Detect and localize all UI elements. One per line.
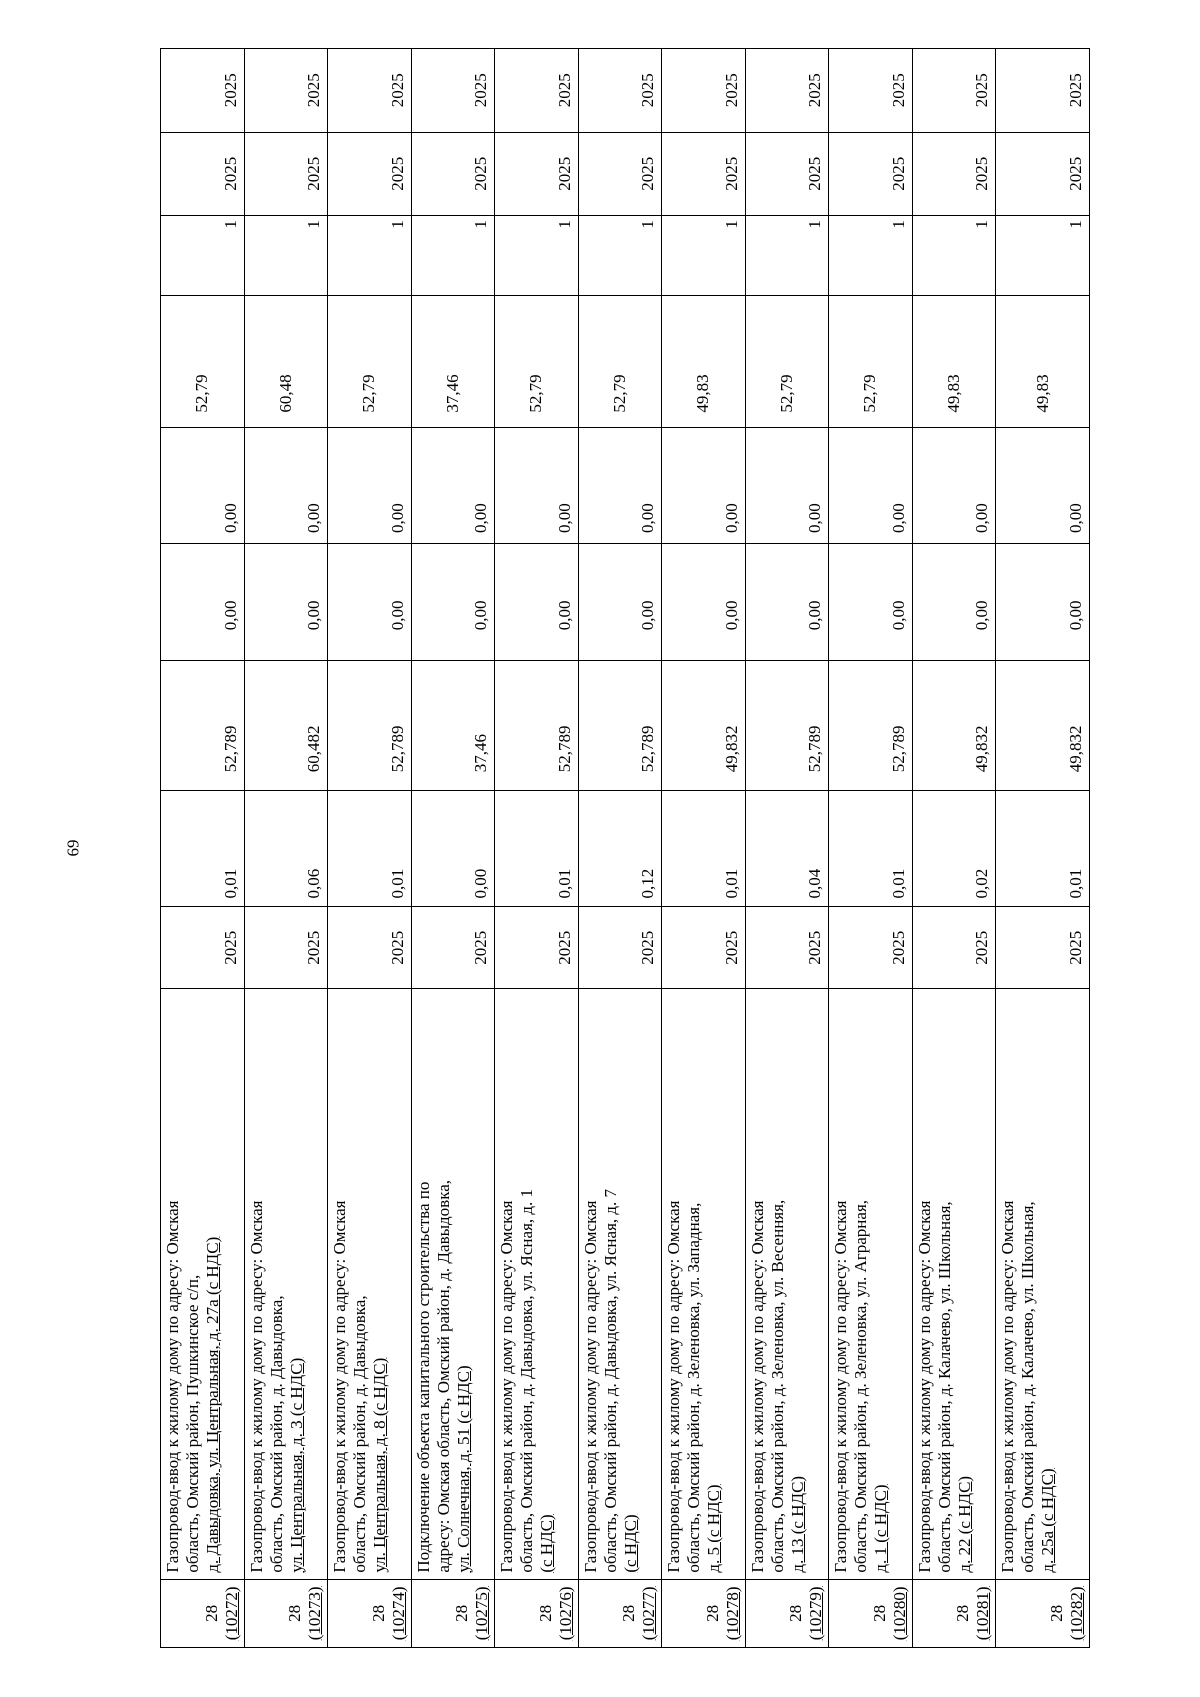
object-code-cell	[495, 1579, 578, 1647]
start-year-cell	[579, 906, 662, 988]
total-cost-cell	[245, 295, 328, 427]
description-line: (с НДС)	[620, 1514, 640, 1573]
investment-table	[160, 48, 1090, 1648]
table-row	[328, 48, 412, 1647]
description-line: д. Давыдовка, ул. Центральная, д. 27а (с НДС)	[203, 1236, 222, 1573]
cost-cell	[913, 660, 996, 790]
object-code-section: 28	[452, 1604, 471, 1622]
investment-table-wrapper	[160, 48, 1090, 1648]
description-line: область, Омский район, д. Давыдовка, ул. Ясная, д. 7	[600, 1188, 620, 1573]
value-value-a: 0,00	[1066, 600, 1085, 631]
object-code-cell	[746, 1579, 829, 1647]
description-line: д. 1 (с НДС)	[871, 1484, 890, 1573]
count-value: 1	[471, 220, 490, 229]
length-value: 0,12	[638, 868, 657, 899]
object-description-cell	[495, 988, 578, 1579]
value-cell-a	[495, 543, 578, 660]
cost-value: 52,789	[805, 725, 824, 773]
total-cost-value: 52,79	[609, 374, 629, 413]
value-cell-a	[579, 543, 662, 660]
length-cell	[579, 790, 662, 906]
year-value-c: 2025	[304, 73, 323, 108]
page-number	[58, 828, 88, 868]
start-year-value: 2025	[638, 930, 657, 965]
count-value: 1	[972, 220, 991, 229]
object-code-section: 28	[619, 1604, 638, 1622]
description-line: область, Омский район, д. Давыдовка, ул. Ясная, д. 1	[517, 1188, 536, 1573]
description-line: область, Омский район, д. Зеленовка, ул. Аграрная,	[851, 1199, 870, 1573]
count-value: 1	[387, 220, 407, 229]
cost-value: 49,832	[972, 725, 991, 773]
description-line: ул. Солнечная, д. 51 (с НДС)	[453, 1365, 473, 1573]
object-description-cell	[161, 988, 244, 1579]
total-cost-cell	[328, 295, 411, 427]
total-cost-cell	[662, 295, 745, 427]
value-value-a: 0,00	[888, 600, 908, 631]
cost-value: 49,832	[1066, 725, 1085, 773]
length-cell	[913, 790, 996, 906]
description-line: д. 13 (с НДС)	[787, 1475, 807, 1573]
start-year-cell	[662, 906, 745, 988]
start-year-cell	[996, 906, 1089, 988]
year-cell-c	[161, 48, 244, 132]
object-code-cell	[579, 1579, 662, 1647]
description-line: адресу: Омская область, Омский район, д. Давыдовка,	[433, 1180, 453, 1573]
table-row	[412, 48, 496, 1647]
table-row	[829, 48, 913, 1647]
year-value-c: 2025	[471, 73, 490, 108]
count-cell	[412, 215, 495, 295]
total-cost-value: 52,79	[776, 374, 796, 413]
object-description-cell	[829, 988, 912, 1579]
year-cell-c	[245, 48, 328, 132]
start-year-value: 2025	[220, 930, 240, 965]
length-value: 0,01	[1066, 868, 1085, 899]
object-code-number: (10281)	[973, 1586, 992, 1641]
cost-cell	[328, 660, 411, 790]
length-cell	[746, 790, 829, 906]
object-code-number: (10280)	[889, 1586, 909, 1641]
object-code-number: (10277)	[639, 1586, 658, 1641]
description-line: Газопровод-ввод к жилому дому по адресу: Омская	[330, 1200, 349, 1573]
value-value-b: 0,00	[1066, 503, 1085, 533]
description-line: д. 5 (с НДС)	[704, 1484, 723, 1573]
description-line: область, Омский район, д. Калачево, ул. Школьная,	[1018, 1201, 1037, 1573]
year-value-c: 2025	[387, 73, 407, 108]
object-description-cell	[412, 988, 495, 1579]
total-cost-cell	[913, 295, 996, 427]
total-cost-cell	[161, 295, 244, 427]
value-cell-b	[829, 427, 912, 543]
value-value-a: 0,00	[471, 600, 490, 631]
count-value: 1	[888, 220, 908, 229]
count-value: 1	[220, 220, 240, 229]
length-value: 0,00	[471, 868, 490, 899]
year-cell-c	[913, 48, 996, 132]
value-value-a: 0,00	[721, 600, 741, 631]
year-value-c: 2025	[554, 73, 574, 108]
value-cell-a	[161, 543, 244, 660]
total-cost-value: 49,83	[943, 374, 963, 413]
start-year-value: 2025	[1066, 930, 1085, 965]
value-cell-b	[662, 427, 745, 543]
total-cost-value: 52,79	[359, 374, 379, 413]
object-description-cell	[913, 988, 996, 1579]
table-row	[913, 48, 997, 1647]
length-value: 0,01	[888, 868, 908, 899]
count-value: 1	[304, 220, 323, 229]
year-value-b: 2025	[972, 156, 991, 191]
total-cost-value: 52,79	[192, 374, 212, 413]
cost-value: 52,789	[888, 725, 908, 773]
value-value-b: 0,00	[304, 503, 323, 533]
total-cost-cell	[829, 295, 912, 427]
year-value-c: 2025	[972, 73, 991, 108]
cost-cell	[161, 660, 244, 790]
object-code-cell	[829, 1579, 912, 1647]
year-cell-c	[412, 48, 495, 132]
value-value-a: 0,00	[220, 600, 240, 631]
count-cell	[996, 215, 1089, 295]
year-value-c: 2025	[805, 73, 824, 108]
value-cell-a	[662, 543, 745, 660]
value-cell-a	[829, 543, 912, 660]
description-line: область, Омский район, д. Давыдовка,	[350, 1295, 369, 1573]
year-value-c: 2025	[220, 73, 240, 108]
year-value-b: 2025	[721, 156, 741, 191]
total-cost-cell	[746, 295, 829, 427]
year-value-c: 2025	[638, 73, 657, 108]
start-year-value: 2025	[888, 930, 908, 965]
description-line: область, Омский район, д. Калачево, ул. Школьная,	[934, 1201, 954, 1573]
table-row	[996, 48, 1090, 1647]
year-cell-b	[829, 132, 912, 216]
count-value: 1	[805, 220, 824, 229]
length-cell	[412, 790, 495, 906]
year-cell-b	[495, 132, 578, 216]
object-code-number: (10278)	[722, 1586, 742, 1641]
table-row	[662, 48, 746, 1647]
start-year-cell	[913, 906, 996, 988]
total-cost-value: 37,46	[442, 374, 462, 413]
count-value: 1	[638, 220, 657, 229]
start-year-cell	[328, 906, 411, 988]
cost-cell	[996, 660, 1089, 790]
description-line: Газопровод-ввод к жилому дому по адресу: Омская	[497, 1200, 516, 1573]
object-description-cell	[996, 988, 1089, 1579]
description-line: Газопровод-ввод к жилому дому по адресу: Омская	[914, 1200, 934, 1573]
object-code-number: (10279)	[806, 1586, 825, 1641]
count-cell	[746, 215, 829, 295]
year-cell-b	[913, 132, 996, 216]
year-value-b: 2025	[387, 156, 407, 191]
total-cost-value: 52,79	[860, 374, 880, 413]
year-cell-b	[161, 132, 244, 216]
object-code-cell	[328, 1579, 411, 1647]
object-code-section: 28	[869, 1604, 889, 1622]
year-cell-c	[662, 48, 745, 132]
value-value-a: 0,00	[972, 600, 991, 631]
total-cost-value: 49,83	[1032, 374, 1052, 413]
cost-value: 49,832	[721, 725, 741, 773]
object-code-number: (10272)	[221, 1586, 241, 1641]
description-line: Газопровод-ввод к жилому дому по адресу: Омская	[664, 1200, 683, 1573]
object-code-section: 28	[702, 1604, 722, 1622]
object-code-number: (10273)	[305, 1586, 324, 1641]
year-cell-b	[662, 132, 745, 216]
description-line: (с НДС)	[537, 1514, 556, 1573]
start-year-cell	[829, 906, 912, 988]
cost-cell	[412, 660, 495, 790]
start-year-cell	[161, 906, 244, 988]
cost-value: 37,46	[471, 734, 490, 773]
length-cell	[495, 790, 578, 906]
length-cell	[662, 790, 745, 906]
length-value: 0,06	[304, 868, 323, 899]
object-code-cell	[662, 1579, 745, 1647]
year-cell-c	[579, 48, 662, 132]
description-line: Газопровод-ввод к жилому дому по адресу: Омская	[580, 1200, 600, 1573]
total-cost-cell	[579, 295, 662, 427]
year-cell-c	[746, 48, 829, 132]
value-cell-b	[746, 427, 829, 543]
year-cell-c	[996, 48, 1089, 132]
description-line: Газопровод-ввод к жилому дому по адресу: Омская	[998, 1200, 1017, 1573]
cost-cell	[746, 660, 829, 790]
object-description-cell	[579, 988, 662, 1579]
value-value-b: 0,00	[220, 503, 240, 533]
value-value-a: 0,00	[554, 600, 574, 631]
object-code-number: (10274)	[388, 1586, 408, 1641]
year-cell-b	[328, 132, 411, 216]
description-line: область, Омский район, д. Зеленовка, ул. Весенняя,	[767, 1199, 787, 1573]
year-value-b: 2025	[554, 156, 574, 191]
year-value-b: 2025	[220, 156, 240, 191]
year-cell-b	[746, 132, 829, 216]
object-code-cell	[996, 1579, 1089, 1647]
year-value-c: 2025	[1066, 73, 1085, 108]
description-line: Газопровод-ввод к жилому дому по адресу: Омская	[163, 1200, 182, 1573]
value-cell-a	[328, 543, 411, 660]
start-year-cell	[495, 906, 578, 988]
cost-cell	[579, 660, 662, 790]
year-value-b: 2025	[304, 156, 323, 191]
year-cell-c	[495, 48, 578, 132]
length-cell	[245, 790, 328, 906]
length-value: 0,01	[220, 868, 240, 899]
start-year-value: 2025	[471, 930, 490, 965]
object-description-cell	[746, 988, 829, 1579]
value-value-b: 0,00	[721, 503, 741, 533]
total-cost-value: 60,48	[275, 374, 295, 413]
year-cell-b	[996, 132, 1089, 216]
count-value: 1	[721, 220, 741, 229]
start-year-cell	[412, 906, 495, 988]
year-cell-b	[245, 132, 328, 216]
object-code-cell	[161, 1579, 244, 1647]
length-value: 0,01	[554, 868, 574, 899]
count-cell	[245, 215, 328, 295]
total-cost-cell	[412, 295, 495, 427]
start-year-value: 2025	[972, 930, 991, 965]
cost-cell	[495, 660, 578, 790]
table-row	[245, 48, 329, 1647]
year-value-b: 2025	[638, 156, 657, 191]
description-line: область, Омский район, Пушкинское с/п,	[183, 1274, 202, 1573]
object-description-cell	[328, 988, 411, 1579]
value-cell-a	[746, 543, 829, 660]
object-description-cell	[245, 988, 328, 1579]
start-year-value: 2025	[805, 930, 824, 965]
year-cell-b	[579, 132, 662, 216]
value-value-b: 0,00	[888, 503, 908, 533]
value-cell-b	[328, 427, 411, 543]
cost-value: 60,482	[304, 725, 323, 773]
table-row	[495, 48, 579, 1647]
count-cell	[328, 215, 411, 295]
object-code-section: 28	[201, 1604, 221, 1622]
value-cell-b	[161, 427, 244, 543]
year-cell-b	[412, 132, 495, 216]
value-value-a: 0,00	[805, 600, 824, 631]
description-line: ул. Центральная, д. 3 (с НДС)	[286, 1357, 306, 1573]
start-year-value: 2025	[554, 930, 574, 965]
year-value-b: 2025	[471, 156, 490, 191]
value-cell-a	[913, 543, 996, 660]
value-cell-b	[579, 427, 662, 543]
object-code-cell	[913, 1579, 996, 1647]
value-cell-b	[495, 427, 578, 543]
count-cell	[495, 215, 578, 295]
value-value-b: 0,00	[638, 503, 657, 533]
value-cell-a	[245, 543, 328, 660]
total-cost-cell	[996, 295, 1089, 427]
value-value-b: 0,00	[471, 503, 490, 533]
count-cell	[161, 215, 244, 295]
object-code-number: (10276)	[555, 1586, 575, 1641]
description-line: область, Омский район, д. Давыдовка,	[266, 1295, 286, 1573]
value-cell-a	[996, 543, 1089, 660]
value-value-b: 0,00	[554, 503, 574, 533]
count-value: 1	[554, 220, 574, 229]
year-cell-c	[328, 48, 411, 132]
value-value-a: 0,00	[304, 600, 323, 631]
cost-value: 52,789	[638, 725, 657, 773]
count-cell	[662, 215, 745, 295]
object-code-section: 28	[1047, 1604, 1066, 1622]
description-line: Газопровод-ввод к жилому дому по адресу: Омская	[747, 1200, 767, 1573]
total-cost-value: 49,83	[693, 374, 713, 413]
start-year-cell	[746, 906, 829, 988]
object-code-cell	[412, 1579, 495, 1647]
length-value: 0,04	[805, 868, 824, 899]
description-line: Газопровод-ввод к жилому дому по адресу: Омская	[246, 1200, 266, 1573]
start-year-value: 2025	[387, 930, 407, 965]
object-code-section: 28	[368, 1604, 388, 1622]
description-line: д. 25а (с НДС)	[1038, 1468, 1057, 1573]
start-year-cell	[245, 906, 328, 988]
year-value-b: 2025	[1066, 156, 1085, 191]
description-line: Газопровод-ввод к жилому дому по адресу: Омская	[831, 1200, 850, 1573]
object-code-section: 28	[786, 1604, 805, 1622]
description-line: д. 22 (с НДС)	[954, 1475, 974, 1573]
cost-cell	[829, 660, 912, 790]
length-cell	[328, 790, 411, 906]
value-value-b: 0,00	[387, 503, 407, 533]
year-value-b: 2025	[888, 156, 908, 191]
year-cell-c	[829, 48, 912, 132]
length-cell	[829, 790, 912, 906]
cost-cell	[245, 660, 328, 790]
object-code-section: 28	[285, 1604, 304, 1622]
object-description-cell	[662, 988, 745, 1579]
cost-value: 52,789	[554, 725, 574, 773]
cost-value: 52,789	[220, 725, 240, 773]
table-row	[579, 48, 663, 1647]
year-value-c: 2025	[721, 73, 741, 108]
cost-cell	[662, 660, 745, 790]
count-cell	[579, 215, 662, 295]
year-value-c: 2025	[888, 73, 908, 108]
description-line: ул. Центральная, д. 8 (с НДС)	[370, 1357, 389, 1573]
value-cell-b	[245, 427, 328, 543]
value-cell-b	[996, 427, 1089, 543]
description-line: область, Омский район, д. Зеленовка, ул. Западная,	[684, 1202, 703, 1573]
count-cell	[913, 215, 996, 295]
object-code-section: 28	[535, 1604, 555, 1622]
length-value: 0,01	[387, 868, 407, 899]
count-cell	[829, 215, 912, 295]
page-number-text: 69	[63, 839, 82, 857]
total-cost-cell	[495, 295, 578, 427]
cost-value: 52,789	[387, 725, 407, 773]
year-value-b: 2025	[805, 156, 824, 191]
object-code-cell	[245, 1579, 328, 1647]
start-year-value: 2025	[304, 930, 323, 965]
object-code-number: (10275)	[472, 1586, 491, 1641]
start-year-value: 2025	[721, 930, 741, 965]
value-value-a: 0,00	[387, 600, 407, 631]
value-value-b: 0,00	[805, 503, 824, 533]
count-value: 1	[1066, 220, 1085, 229]
value-cell-a	[412, 543, 495, 660]
value-cell-b	[412, 427, 495, 543]
length-cell	[996, 790, 1089, 906]
value-value-b: 0,00	[972, 503, 991, 533]
table-row	[161, 48, 245, 1647]
length-value: 0,01	[721, 868, 741, 899]
table-row	[746, 48, 830, 1647]
object-code-section: 28	[953, 1604, 972, 1622]
description-line: Подключение объекта капитального строительства по	[413, 1181, 433, 1573]
length-cell	[161, 790, 244, 906]
total-cost-value: 52,79	[526, 374, 546, 413]
value-value-a: 0,00	[638, 600, 657, 631]
length-value: 0,02	[972, 868, 991, 899]
value-cell-b	[913, 427, 996, 543]
object-code-number: (10282)	[1067, 1586, 1086, 1641]
